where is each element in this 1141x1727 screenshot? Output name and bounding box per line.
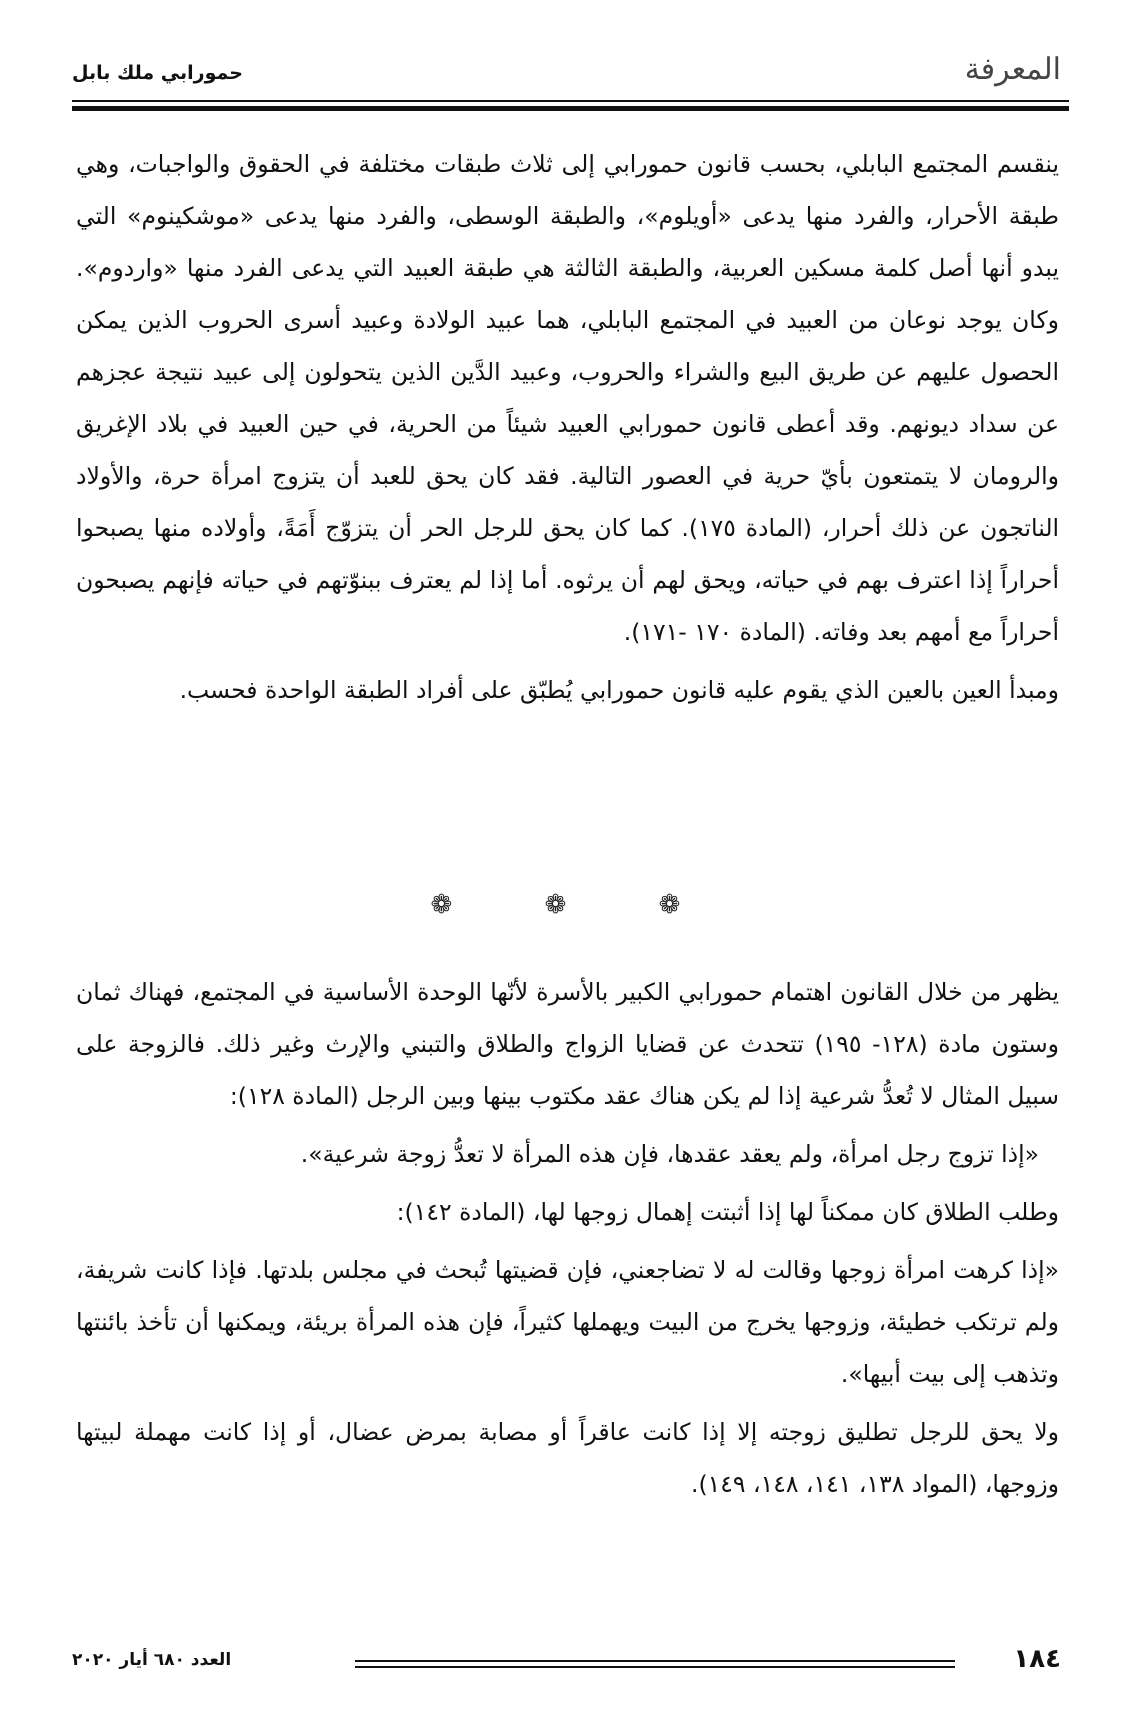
quotation: «إذا كرهت امرأة زوجها وقالت له لا تضاجعني، فإن قضيتها تُبحث في مجلس بلدتها. فإذا كانت شريفة، ولم ترتكب خطيئة، وزوجها يخرج من البيت ويهملها كثيراً، فإن هذه المرأة بريئة، ويمكنها أن تأخذ بائنتها وتذهب إلى بيت أبيها».: [76, 1256, 1059, 1388]
paragraph: ينقسم المجتمع البابلي، بحسب قانون حمورابي إلى ثلاث طبقات مختلفة في الحقوق والواجبات، وهي طبقة الأحرار، والفرد منها يدعى «أويلوم»، والطبقة الوسطى، والفرد منها يدعى «موشكينوم» التي يبدو أنها أصل كلمة مسكين العربية، والطبقة الثالثة هي طبقة العبيد التي يدعى الفرد منها «واردوم». وكان يوجد نوعان من العبيد في المجتمع البابلي، هما عبيد الولادة وعبيد أسرى الحروب الذين يمكن الحصول عليهم عن طريق البيع والشراء والحروب، وعبيد الدَّين الذين يتحولون إلى عبيد نتيجة عجزهم عن سداد ديونهم. وقد أعطى قانون حمورابي العبيد شيئاً من الحرية، في حين العبيد في بلاد الإغريق والرومان لا يتمتعون بأيّ حرية في العصور التالية. فقد كان يحق للعبد أن يتزوج امرأة حرة، والأولاد الناتجون عن ذلك أحرار، (المادة ١٧٥). كما كان يحق للرجل الحر أن يتزوّج أَمَةً، وأولاده منها يصبحوا أحراراً إذا اعترف بهم في حياته، ويحق لهم أن يرثوه. أما إذا لم يعترف ببنوّتهم في حياته فإنهم يصبحون أحراراً مع أمهم بعد وفاته. (المادة ١٧٠ -١٧١).: [76, 150, 1060, 646]
issue-info: العدد ٦٨٠ أيار ٢٠٢٠: [72, 1650, 232, 1670]
magazine-logo: المعرفة: [964, 52, 1061, 87]
section-1: [76, 138, 1059, 722]
paragraph: وطلب الطلاق كان ممكناً لها إذا أثبتت إهمال زوجها لها، (المادة ١٤٢):: [396, 1198, 1059, 1226]
paragraph: ولا يحق للرجل تطليق زوجته إلا إذا كانت عاقراً أو مصابة بمرض عضال، أو إذا كانت مهملة لبيتها وزوجها، (المواد ١٣٨، ١٤١، ١٤٨، ١٤٩).: [76, 1418, 1059, 1498]
flower-ornament-icon: ❁: [544, 890, 597, 920]
footer-rule: [355, 1666, 955, 1668]
paragraph: ومبدأ العين بالعين الذي يقوم عليه قانون حمورابي يُطبّق على أفراد الطبقة الواحدة فحسب.: [179, 676, 1059, 704]
flower-ornament-icon: ❁: [658, 890, 711, 920]
header-rule-thin: [72, 100, 1069, 102]
quotation: «إذا تزوج رجل امرأة، ولم يعقد عقدها، فإن هذه المرأة لا تعدُّ زوجة شرعية».: [300, 1140, 1039, 1168]
paragraph: يظهر من خلال القانون اهتمام حمورابي الكبير بالأسرة لأنّها الوحدة الأساسية في المجتمع، فهناك ثمان وستون مادة (١٢٨- ١٩٥) تتحدث عن قضايا الزواج والطلاق والتبني والإرث وغير ذلك. فالزوجة على سبيل المثال لا تُعدُّ شرعية إذا لم يكن هناك عقد مكتوب بينها وبين الرجل (المادة ١٢٨):: [76, 978, 1059, 1110]
footer-rule: [355, 1660, 955, 1662]
section-divider: [0, 890, 1141, 920]
section-2: [76, 966, 1059, 1516]
header-rule-thick: [72, 106, 1069, 111]
running-title: حمورابي ملك بابل: [72, 62, 243, 84]
page-number: ١٨٤: [1013, 1644, 1061, 1674]
flower-ornament-icon: ❁: [430, 890, 483, 920]
